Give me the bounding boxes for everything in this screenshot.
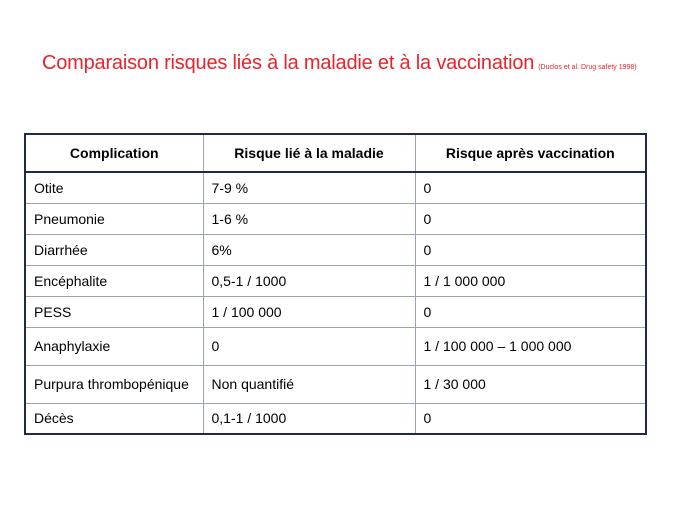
slide-title: [42, 50, 637, 81]
cell-disease-risk: 0: [203, 327, 415, 365]
risk-comparison-table: [24, 133, 647, 435]
table-row: [25, 327, 646, 365]
title-citation: (Duclos et al. Drug safety 1998): [538, 64, 637, 71]
table-row: [25, 203, 646, 234]
cell-vaccine-risk: 1 / 1 000 000: [415, 265, 646, 296]
cell-disease-risk: 1 / 100 000: [203, 296, 415, 327]
table-row: [25, 234, 646, 265]
cell-disease-risk: 6%: [203, 234, 415, 265]
header-vaccine-risk: Risque après vaccination: [415, 134, 646, 172]
cell-disease-risk: 0,1-1 / 1000: [203, 403, 415, 434]
table-row: [25, 172, 646, 203]
cell-disease-risk: 1-6 %: [203, 203, 415, 234]
table-header-row: [25, 134, 646, 172]
table-row: [25, 265, 646, 296]
header-disease-risk: Risque lié à la maladie: [203, 134, 415, 172]
cell-complication: Diarrhée: [25, 234, 203, 265]
cell-disease-risk: 0,5-1 / 1000: [203, 265, 415, 296]
cell-disease-risk: Non quantifié: [203, 365, 415, 403]
header-complication: Complication: [25, 134, 203, 172]
cell-complication: Anaphylaxie: [25, 327, 203, 365]
cell-complication: Pneumonie: [25, 203, 203, 234]
cell-complication: Décès: [25, 403, 203, 434]
table-row: [25, 403, 646, 434]
cell-vaccine-risk: 0: [415, 203, 646, 234]
cell-vaccine-risk: 0: [415, 296, 646, 327]
cell-complication: Otite: [25, 172, 203, 203]
title-main: Comparaison risques liés à la maladie et à la vaccination: [42, 52, 535, 74]
cell-disease-risk: 7-9 %: [203, 172, 415, 203]
cell-vaccine-risk: 0: [415, 234, 646, 265]
table-row: [25, 296, 646, 327]
cell-vaccine-risk: 0: [415, 172, 646, 203]
table-row: [25, 365, 646, 403]
cell-complication: Purpura thrombopénique: [25, 365, 203, 403]
cell-vaccine-risk: 1 / 100 000 – 1 000 000: [415, 327, 646, 365]
cell-complication: PESS: [25, 296, 203, 327]
cell-complication: Encéphalite: [25, 265, 203, 296]
cell-vaccine-risk: 1 / 30 000: [415, 365, 646, 403]
cell-vaccine-risk: 0: [415, 403, 646, 434]
